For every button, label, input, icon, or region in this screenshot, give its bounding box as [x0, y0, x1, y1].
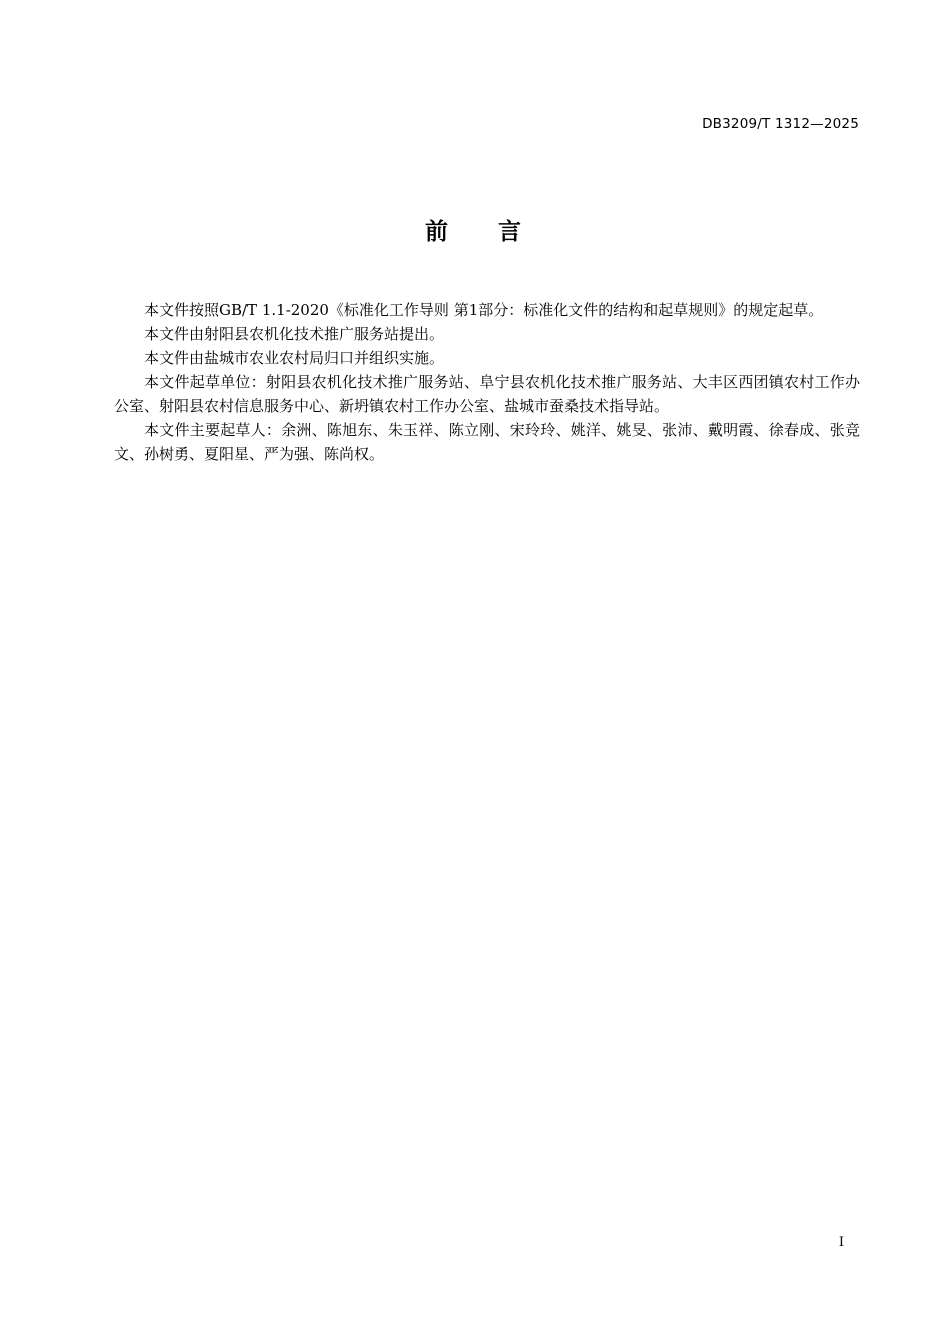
page-number: I [838, 1235, 844, 1250]
section-title-char-1: 前 [425, 219, 452, 245]
paragraph-drafting-units: 本文件起草单位：射阳县农机化技术推广服务站、阜宁县农机化技术推广服务站、大丰区西团镇农村工作办公室、射阳县农村信息服务中心、新坍镇农村工作办公室、盐城市蚕桑技术指导站。 [114, 373, 860, 415]
paragraph-administrator: 本文件由盐城市农业农村局归口并组织实施。 [144, 349, 445, 367]
document-code: DB3209/T 1312—2025 [702, 116, 859, 132]
paragraph-proposer: 本文件由射阳县农机化技术推广服务站提出。 [144, 325, 445, 343]
section-title-char-2: 言 [498, 219, 525, 245]
foreword-body [114, 298, 860, 466]
paragraph-drafters: 本文件主要起草人：余洲、陈旭东、朱玉祥、陈立刚、宋玲玲、姚洋、姚旻、张沛、戴明霞、徐春成、张竞文、孙树勇、夏阳星、严为强、陈尚权。 [114, 421, 860, 463]
section-title [0, 213, 950, 246]
paragraph-drafting-rules: 本文件按照GB/T 1.1-2020《标准化工作导则 第1部分：标准化文件的结构和起草规则》的规定起草。 [144, 301, 824, 319]
